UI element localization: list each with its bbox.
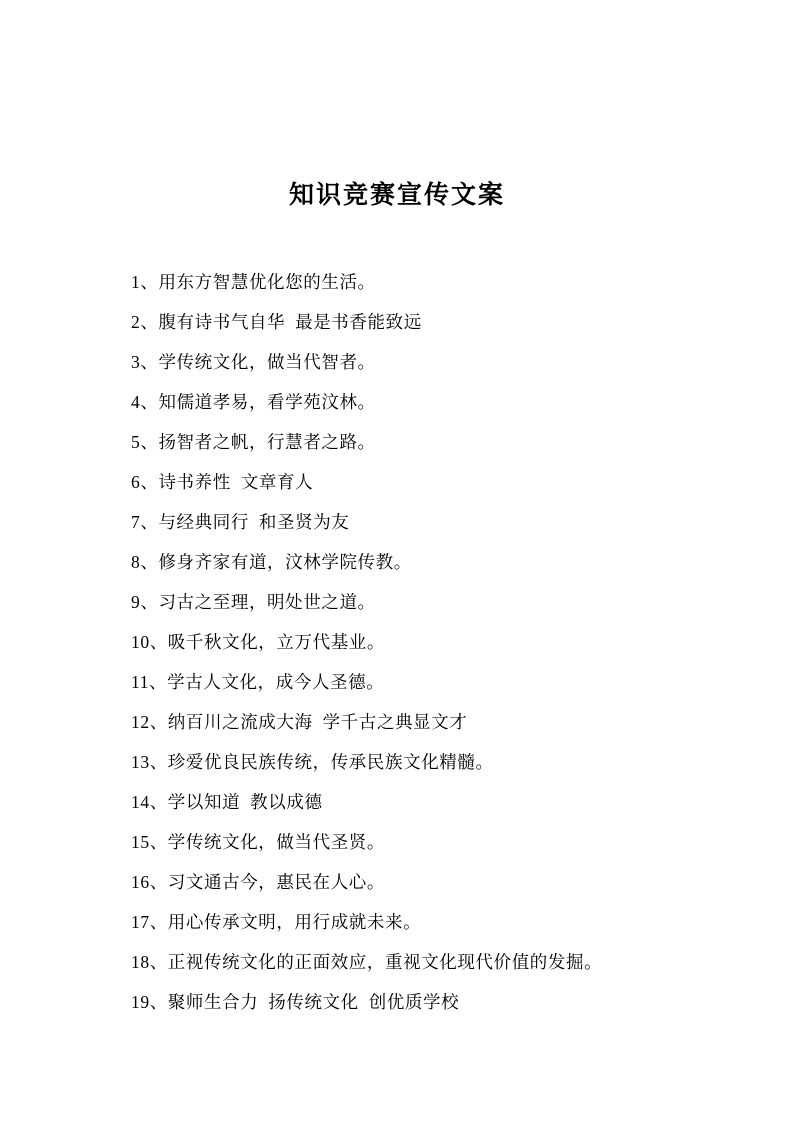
list-item: 11、学古人文化，成今人圣德。: [131, 672, 385, 692]
slogan-list: [96, 262, 698, 1022]
list-item: 10、吸千秋文化，立万代基业。: [131, 632, 385, 652]
list-item: 15、学传统文化，做当代圣贤。: [131, 832, 385, 852]
list-item: 9、习古之至理，明处世之道。: [131, 592, 376, 612]
list-item: 1、用东方智慧优化您的生活。: [131, 272, 376, 292]
list-item: 17、用心传承文明，用行成就未来。: [131, 912, 422, 932]
list-item: 13、珍爱优良民族传统，传承民族文化精髓。: [131, 752, 494, 772]
list-item: 7、与经典同行 和圣贤为友: [131, 512, 350, 532]
list-item: 19、聚师生合力 扬传统文化 创优质学校: [131, 992, 460, 1012]
page-title: 知识竞赛宣传文案: [288, 181, 505, 209]
list-item: 14、学以知道 教以成德: [131, 792, 323, 812]
list-item: 3、学传统文化，做当代智者。: [131, 352, 376, 372]
list-item: 2、腹有诗书气自华 最是书香能致远: [131, 312, 422, 332]
list-item: 18、正视传统文化的正面效应，重视文化现代价值的发掘。: [131, 952, 603, 972]
list-item: 16、习文通古今，惠民在人心。: [131, 872, 385, 892]
list-item: 6、诗书养性 文章育人: [131, 472, 314, 492]
list-item: 5、扬智者之帆，行慧者之路。: [131, 432, 376, 452]
list-item: 4、知儒道孝易，看学苑汶林。: [131, 392, 376, 412]
list-item: 12、纳百川之流成大海 学千古之典显文才: [131, 712, 468, 732]
list-item: 8、修身齐家有道，汶林学院传教。: [131, 552, 412, 572]
